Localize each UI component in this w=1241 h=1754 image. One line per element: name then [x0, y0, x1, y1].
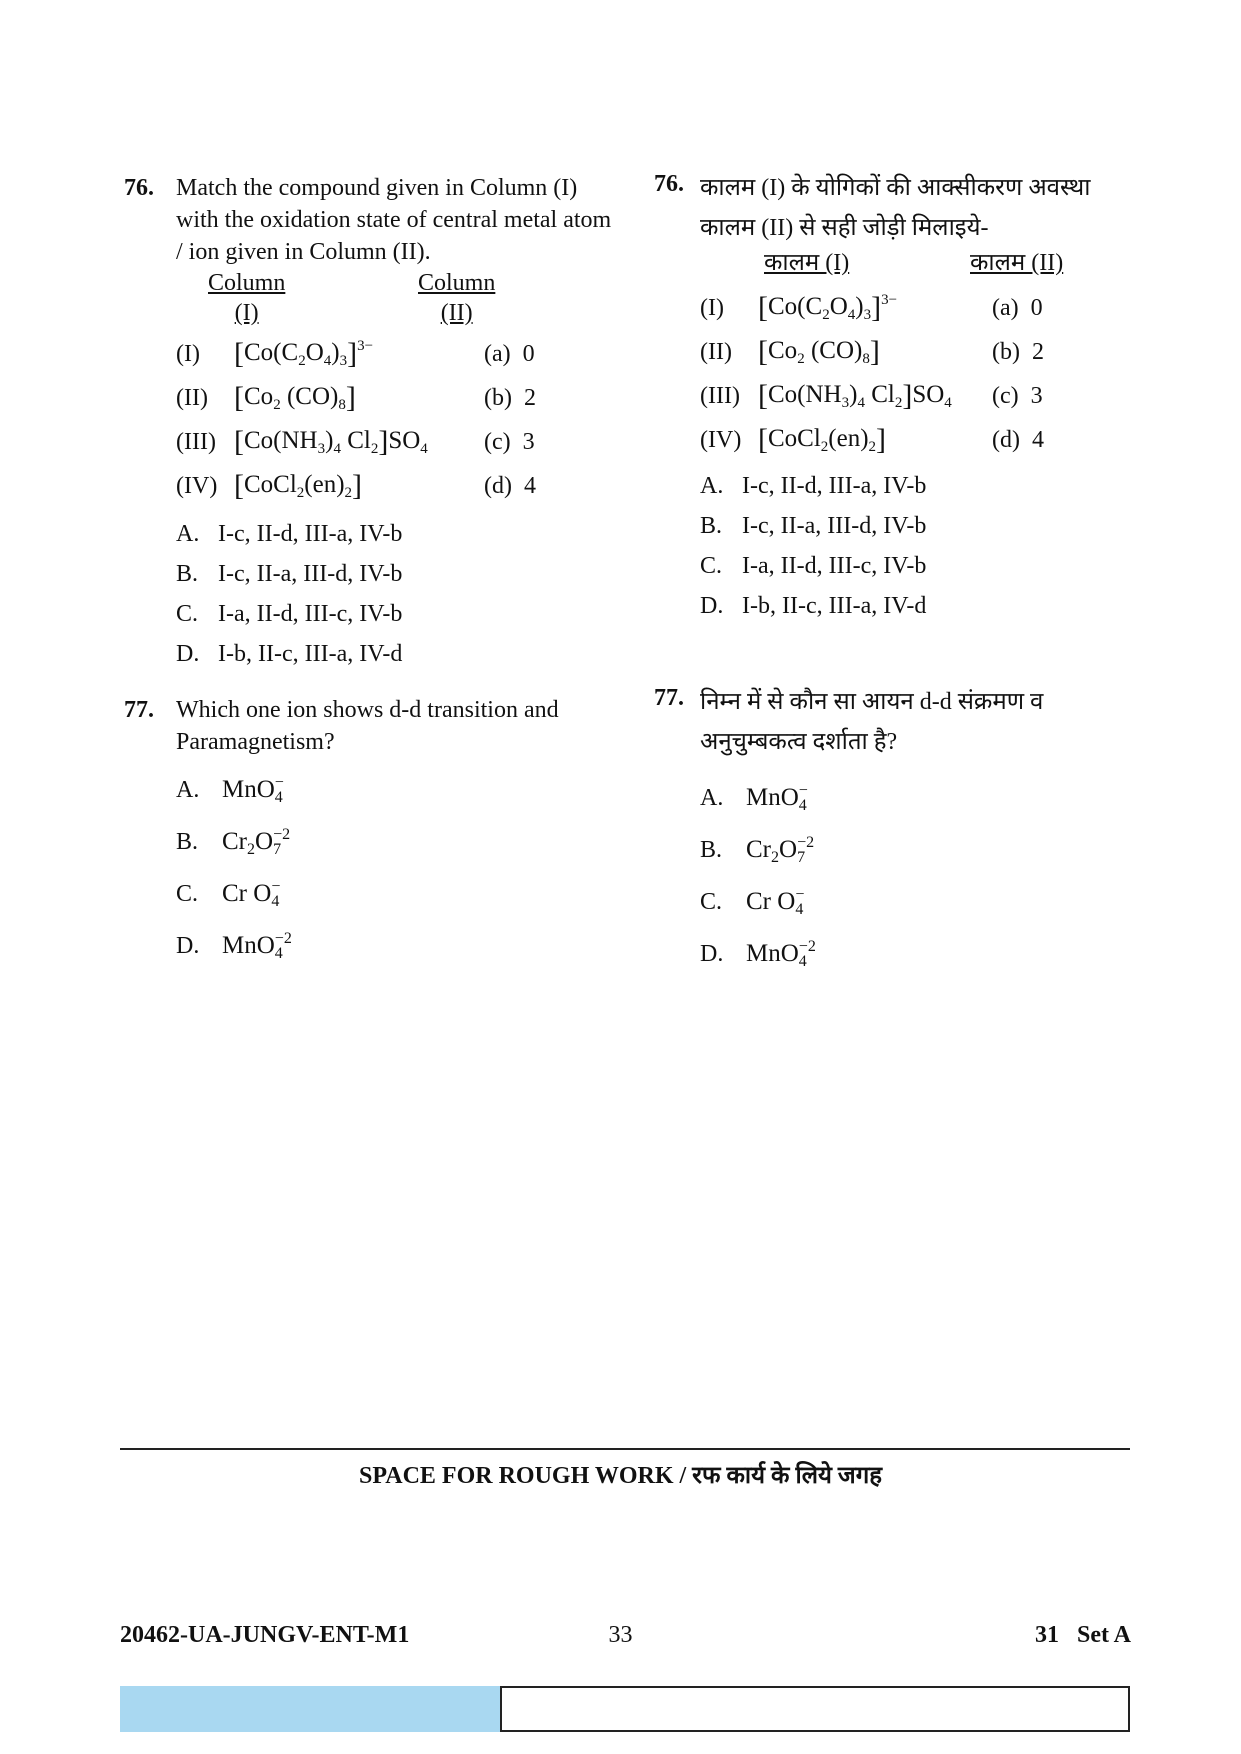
answer-options	[654, 466, 1124, 626]
column-ii-label: (II)	[440, 300, 473, 326]
compound-formula: $[CoCl_2(en)_2]$	[758, 423, 887, 456]
question-76-en	[124, 172, 614, 268]
compound-formula: $[CoCl_2(en)_2]$	[234, 469, 363, 502]
option-a[interactable]: A. I-c, II-d, III-a, IV-b	[700, 472, 927, 499]
option-d[interactable]: D. MnO$_4^{-2}$	[176, 929, 292, 962]
option-a[interactable]: A. I-c, II-d, III-a, IV-b	[176, 520, 403, 547]
answer-options	[124, 514, 614, 674]
compound-formula: [$Co_2$ $(CO)_8$]	[234, 381, 356, 414]
question-text: Match the compound given in Column (I) with the oxidation state of central metal atom / ion given in Column (II).	[176, 175, 612, 265]
column-ii-heading: Column	[418, 270, 496, 296]
compound-formula: [$Co(NH_3)_4$ $Cl_2]SO_4$	[758, 379, 952, 412]
match-row: (II) [$Co_2$ $(CO)_8$] (b) 2	[700, 335, 1044, 368]
page-number: 33	[608, 1622, 633, 1648]
rough-work-divider	[120, 1448, 1130, 1450]
match-row: (I) $[Co(C_2O_4)_3]^{3-}$ (a) 0	[700, 291, 1043, 324]
hindi-column	[654, 168, 1124, 980]
question-77-en	[124, 694, 614, 758]
question-text: Which one ion shows d-d transition and Paramagnetism?	[176, 697, 559, 755]
match-row: (IV) $[CoCl_2(en)_2]$ (d) 4	[176, 469, 536, 502]
option-a[interactable]: A. MnO$_4$−	[176, 773, 284, 806]
match-table	[124, 332, 614, 508]
option-b[interactable]: B. I-c, II-a, III-d, IV-b	[176, 560, 403, 587]
option-a[interactable]: A. MnO$_4$−	[700, 781, 808, 814]
question-number: 77.	[654, 685, 684, 711]
question-77-hi	[654, 682, 1124, 762]
column-i-heading: कालम (I)	[764, 250, 850, 276]
option-b[interactable]: B. $Cr_2O_7^{-2}$	[176, 825, 291, 858]
option-b[interactable]: B. I-c, II-a, III-d, IV-b	[700, 512, 927, 539]
compound-formula: [$Co_2$ $(CO)_8$]	[758, 335, 880, 368]
compound-formula: [$Co(NH_3)_4$ $Cl_2]SO_4$	[234, 425, 428, 458]
footer-box	[500, 1686, 1130, 1732]
paper-code: 20462-UA-JUNGV-ENT-M1	[120, 1622, 410, 1648]
match-row: (IV) $[CoCl_2(en)_2]$ (d) 4	[700, 423, 1044, 456]
option-b[interactable]: B. $Cr_2O_7^{-2}$	[700, 833, 815, 866]
question-number: 76.	[124, 175, 154, 201]
column-headers	[208, 268, 614, 328]
match-row: (II) [$Co_2$ $(CO)_8$] (b) 2	[176, 381, 536, 414]
option-d[interactable]: D. MnO$_4^{-2}$	[700, 937, 816, 970]
answer-options	[654, 772, 1124, 980]
option-c[interactable]: C. Cr $O_4^-$	[700, 885, 805, 918]
set-label: 31 Set A	[1035, 1622, 1131, 1648]
question-number: 77.	[124, 697, 154, 723]
english-column	[124, 172, 614, 972]
question-text: कालम (I) के योगिकों की आक्सीकरण अवस्था कालम (II) से सही जोड़ी मिलाइये-	[700, 175, 1091, 241]
match-table	[654, 286, 1124, 462]
footer-color-bar	[120, 1686, 500, 1732]
option-c[interactable]: C. Cr $O_4^-$	[176, 877, 281, 910]
column-i-label: (I)	[234, 300, 259, 326]
rough-work-label: SPACE FOR ROUGH WORK / रफ कार्य के लिये जगह	[359, 1463, 882, 1489]
column-ii-heading: कालम (II)	[970, 250, 1064, 276]
question-text: निम्न में से कौन सा आयन d-d संक्रमण व अनुचुम्बकत्व दर्शाता है?	[700, 689, 1044, 755]
answer-options	[124, 764, 614, 972]
match-row: (III) [$Co(NH_3)_4$ $Cl_2]SO_4$ (c) 3	[176, 425, 535, 458]
column-i-heading: Column	[208, 270, 286, 296]
option-d[interactable]: D. I-b, II-c, III-a, IV-d	[176, 640, 403, 667]
match-row: (III) [$Co(NH_3)_4$ $Cl_2]SO_4$ (c) 3	[700, 379, 1043, 412]
option-d[interactable]: D. I-b, II-c, III-a, IV-d	[700, 592, 927, 619]
question-number: 76.	[654, 171, 684, 197]
compound-formula: $[Co(C_2O_4)_3]^{3-}$	[234, 337, 374, 370]
column-headers	[764, 248, 1124, 278]
match-row: (I) $[Co(C_2O_4)_3]^{3-}$ (a) 0	[176, 337, 535, 370]
option-c[interactable]: C. I-a, II-d, III-c, IV-b	[176, 600, 403, 627]
compound-formula: $[Co(C_2O_4)_3]^{3-}$	[758, 291, 898, 324]
question-76-hi	[654, 168, 1124, 248]
option-c[interactable]: C. I-a, II-d, III-c, IV-b	[700, 552, 927, 579]
